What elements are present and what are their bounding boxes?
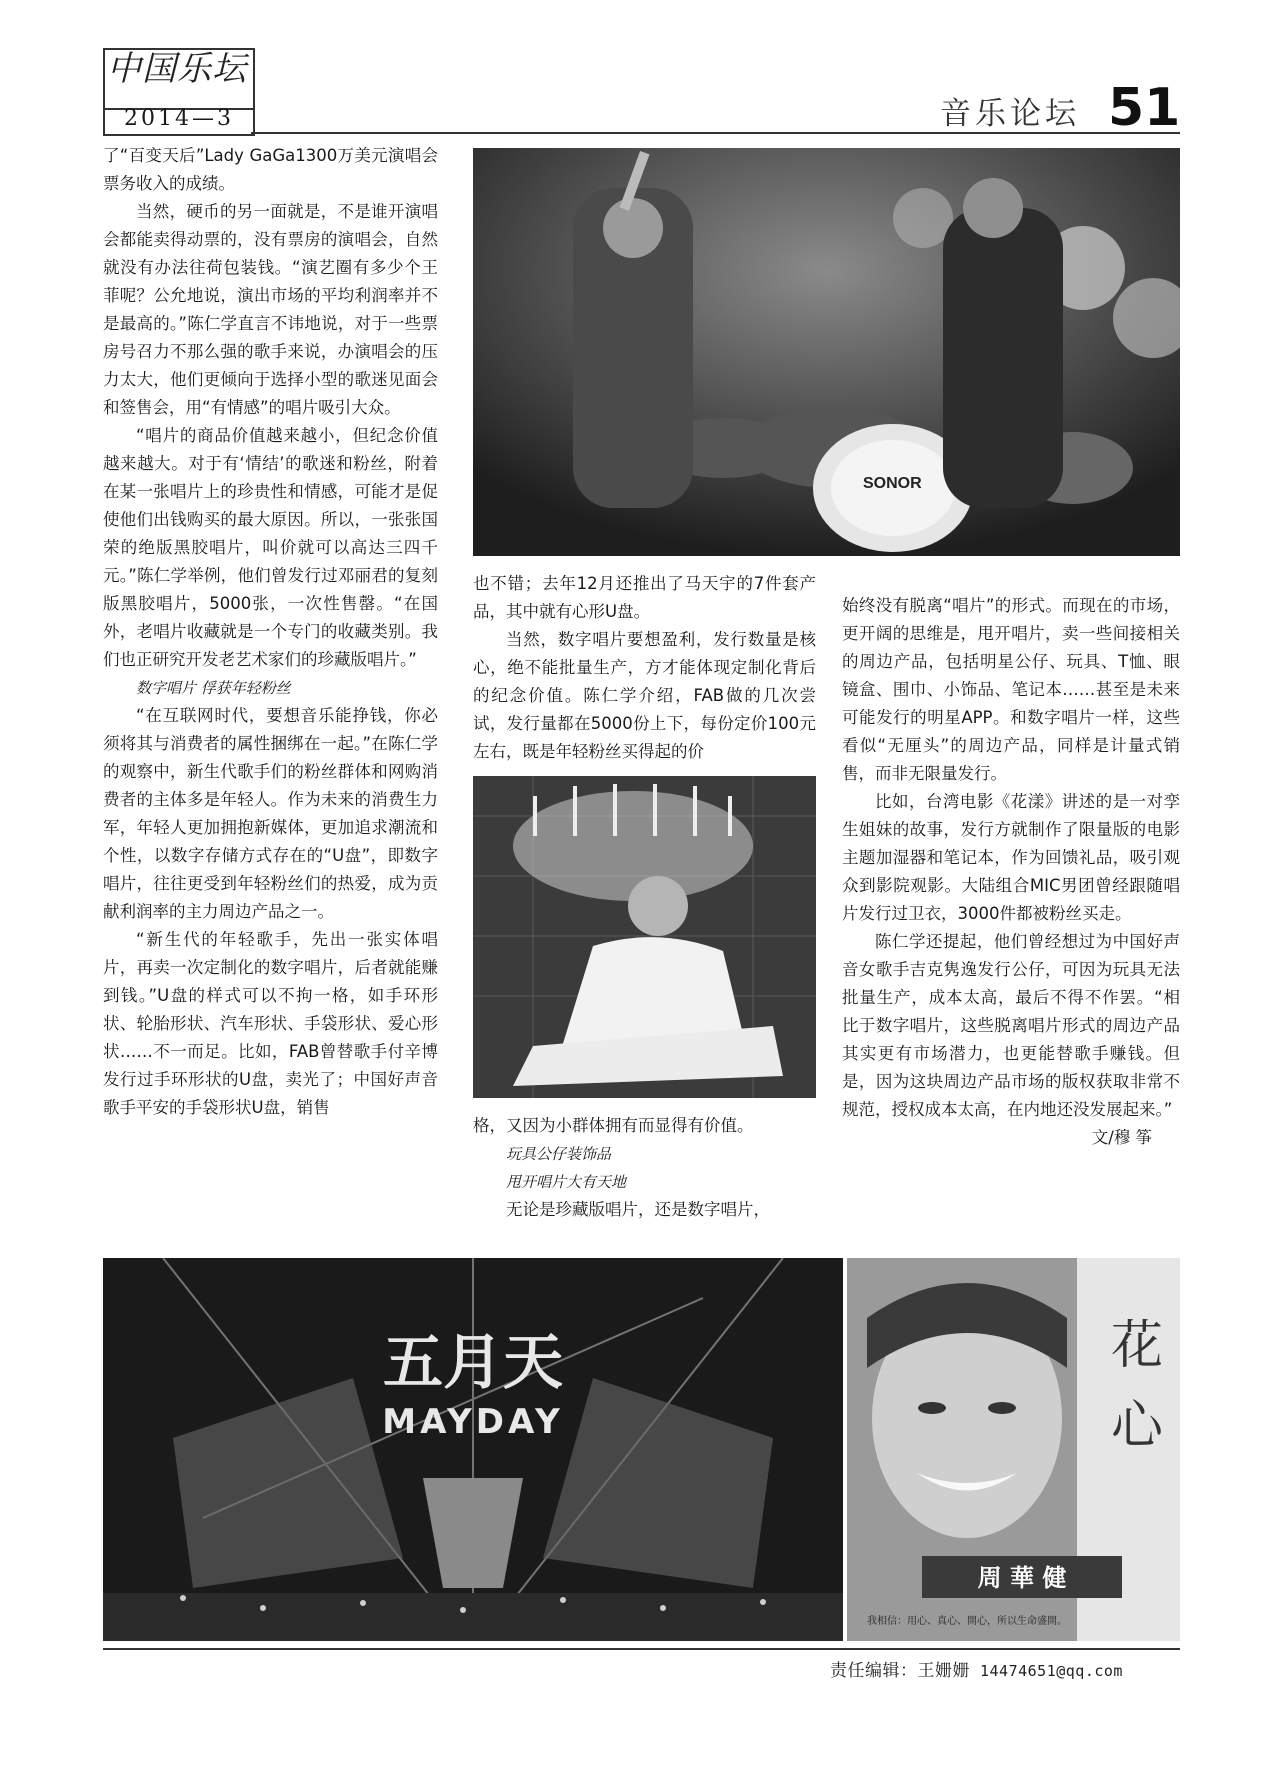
concert-photo — [473, 148, 1180, 556]
album-cover-photo — [847, 1258, 1180, 1641]
mayday-concert-photo — [103, 1258, 843, 1641]
subheading: 数字唱片 俘获年轻粉丝 — [136, 679, 291, 697]
paragraph: 比如，台湾电影《花漾》讲述的是一对孪生姐妹的故事，发行方就制作了限量版的电影主题加湿器和笔记本，作为回馈礼品，吸引观众到影院观影。大陆组合MIC男团曾经跟随唱片发行过卫衣，3000件都被粉丝买走。 — [842, 792, 1180, 923]
paragraph: “新生代的年轻歌手，先出一张实体唱片，再卖一次定制化的数字唱片，后者就能赚到钱。”U盘的样式可以不拘一格，如手环形状、轮胎形状、汽车形状、手袋形状、爱心形状……不一而足。比如，FAB曾替歌手付辛博发行过手环形状的U盘，卖光了；中国好声音歌手平安的手袋形状U盘，销售 — [103, 930, 438, 1117]
drum-brand-label: SONOR — [863, 475, 922, 492]
article-column-3 — [842, 592, 1180, 1152]
footer-rule — [103, 1648, 1180, 1650]
album-artist-name: 周 華 健 — [977, 1563, 1067, 1592]
mayday-english-logo: MAYDAY — [382, 1402, 564, 1442]
paragraph: “在互联网时代，要想音乐能挣钱，你必须将其与消费者的属性捆绑在一起。”在陈仁学的观察中，新生代歌手们的粉丝群体和网购消费者的主体多是年轻人。作为未来的消费生力军，年轻人更加拥抱新媒体，更加追求潮流和个性，以数字存储方式存在的“U盘”，即数字唱片，往往更受到年轻粉丝们的热爱，成为贡献利润率的主力周边产品之一。 — [103, 706, 438, 921]
portrait-photo — [473, 776, 816, 1098]
byline: 文/穆 筝 — [1091, 1128, 1152, 1147]
subheading: 玩具公仔装饰品 — [506, 1145, 612, 1163]
article-column-2-bottom — [473, 1112, 816, 1224]
masthead-issue: 2014—3 — [103, 104, 255, 136]
mayday-chinese-logo: 五月天 — [383, 1328, 563, 1398]
paragraph: 格，又因为小群体拥有而显得有价值。 — [473, 1116, 754, 1135]
paragraph: 了“百变天后”Lady GaGa1300万美元演唱会票务收入的成绩。 — [103, 146, 438, 193]
paragraph: “唱片的商品价值越来越小，但纪念价值越来越大。对于有‘情结’的歌迷和粉丝，附着在某一张唱片上的珍贵性和情感，可能才是促使他们出钱购买的最大原因。所以，一张张国荣的绝版黑胶唱片，叫价就可以高达三四千元。”陈仁学举例，他们曾发行过邓丽君的复刻版黑胶唱片，5000张，一次性售罄。“在国外，老唱片收藏就是一个专门的收藏类别。我们也正研究开发老艺术家们的珍藏版唱片。” — [103, 426, 438, 669]
editor-credit — [830, 1656, 1123, 1681]
subheading: 甩开唱片大有天地 — [506, 1173, 627, 1191]
article-column-1 — [103, 142, 438, 1122]
page-number: 51 — [1108, 78, 1181, 138]
paragraph: 当然，数字唱片要想盈利，发行数量是核心，绝不能批量生产，方才能体现定制化背后的纪念价值。陈仁学介绍，FAB做的几次尝试，发行量都在5000份上下，每份定价100元左右，既是年轻粉丝买得起的价 — [473, 630, 816, 761]
masthead-logo: 中国乐坛 — [107, 49, 247, 89]
paragraph: 当然，硬币的另一面就是，不是谁开演唱会都能卖得动票的，没有票房的演唱会，自然就没有办法往荷包装钱。“演艺圈有多少个王菲呢？公允地说，演出市场的平均利润率并不是最高的。”陈仁学直言不讳地说，对于一些票房号召力不那么强的歌手来说，办演唱会的压力太大，他们更倾向于选择小型的歌迷见面会和签售会，用“有情感”的唱片吸引大众。 — [103, 202, 438, 417]
paragraph: 无论是珍藏版唱片，还是数字唱片， — [506, 1200, 770, 1219]
album-tagline: 我相信：用心、真心、開心，所以生命盛開。 — [867, 1616, 1067, 1627]
paragraph: 陈仁学还提起，他们曾经想过为中国好声音女歌手吉克隽逸发行公仔，可因为玩具无法批量生产，成本太高，最后不得不作罢。“相比于数字唱片，这些脱离唱片形式的周边产品其实更有市场潜力，也更能替歌手赚钱。但是，因为这块周边产品市场的版权获取非常不规范，授权成本太高，在内地还没发展起来。” — [842, 932, 1180, 1119]
album-side-text-1: 花 — [1110, 1316, 1164, 1376]
album-side-text-2: 心 — [1110, 1396, 1164, 1456]
paragraph: 始终没有脱离“唱片”的形式。而现在的市场，更开阔的思维是，甩开唱片，卖一些间接相关的周边产品，包括明星公仔、玩具、T恤、眼镜盒、围巾、小饰品、笔记本……甚至是未来可能发行的明星APP。和数字唱片一样，这些看似“无厘头”的周边产品，同样是计量式销售，而非无限量发行。 — [842, 596, 1180, 783]
editor-email: 14474651@qq.com — [980, 1662, 1123, 1680]
article-column-2-top — [473, 570, 816, 766]
editor-label: 责任编辑：王姗姗 — [830, 1661, 970, 1681]
section-title: 音乐论坛 — [940, 96, 1080, 132]
paragraph: 也不错；去年12月还推出了马天宇的7件套产品，其中就有心形U盘。 — [473, 574, 816, 621]
